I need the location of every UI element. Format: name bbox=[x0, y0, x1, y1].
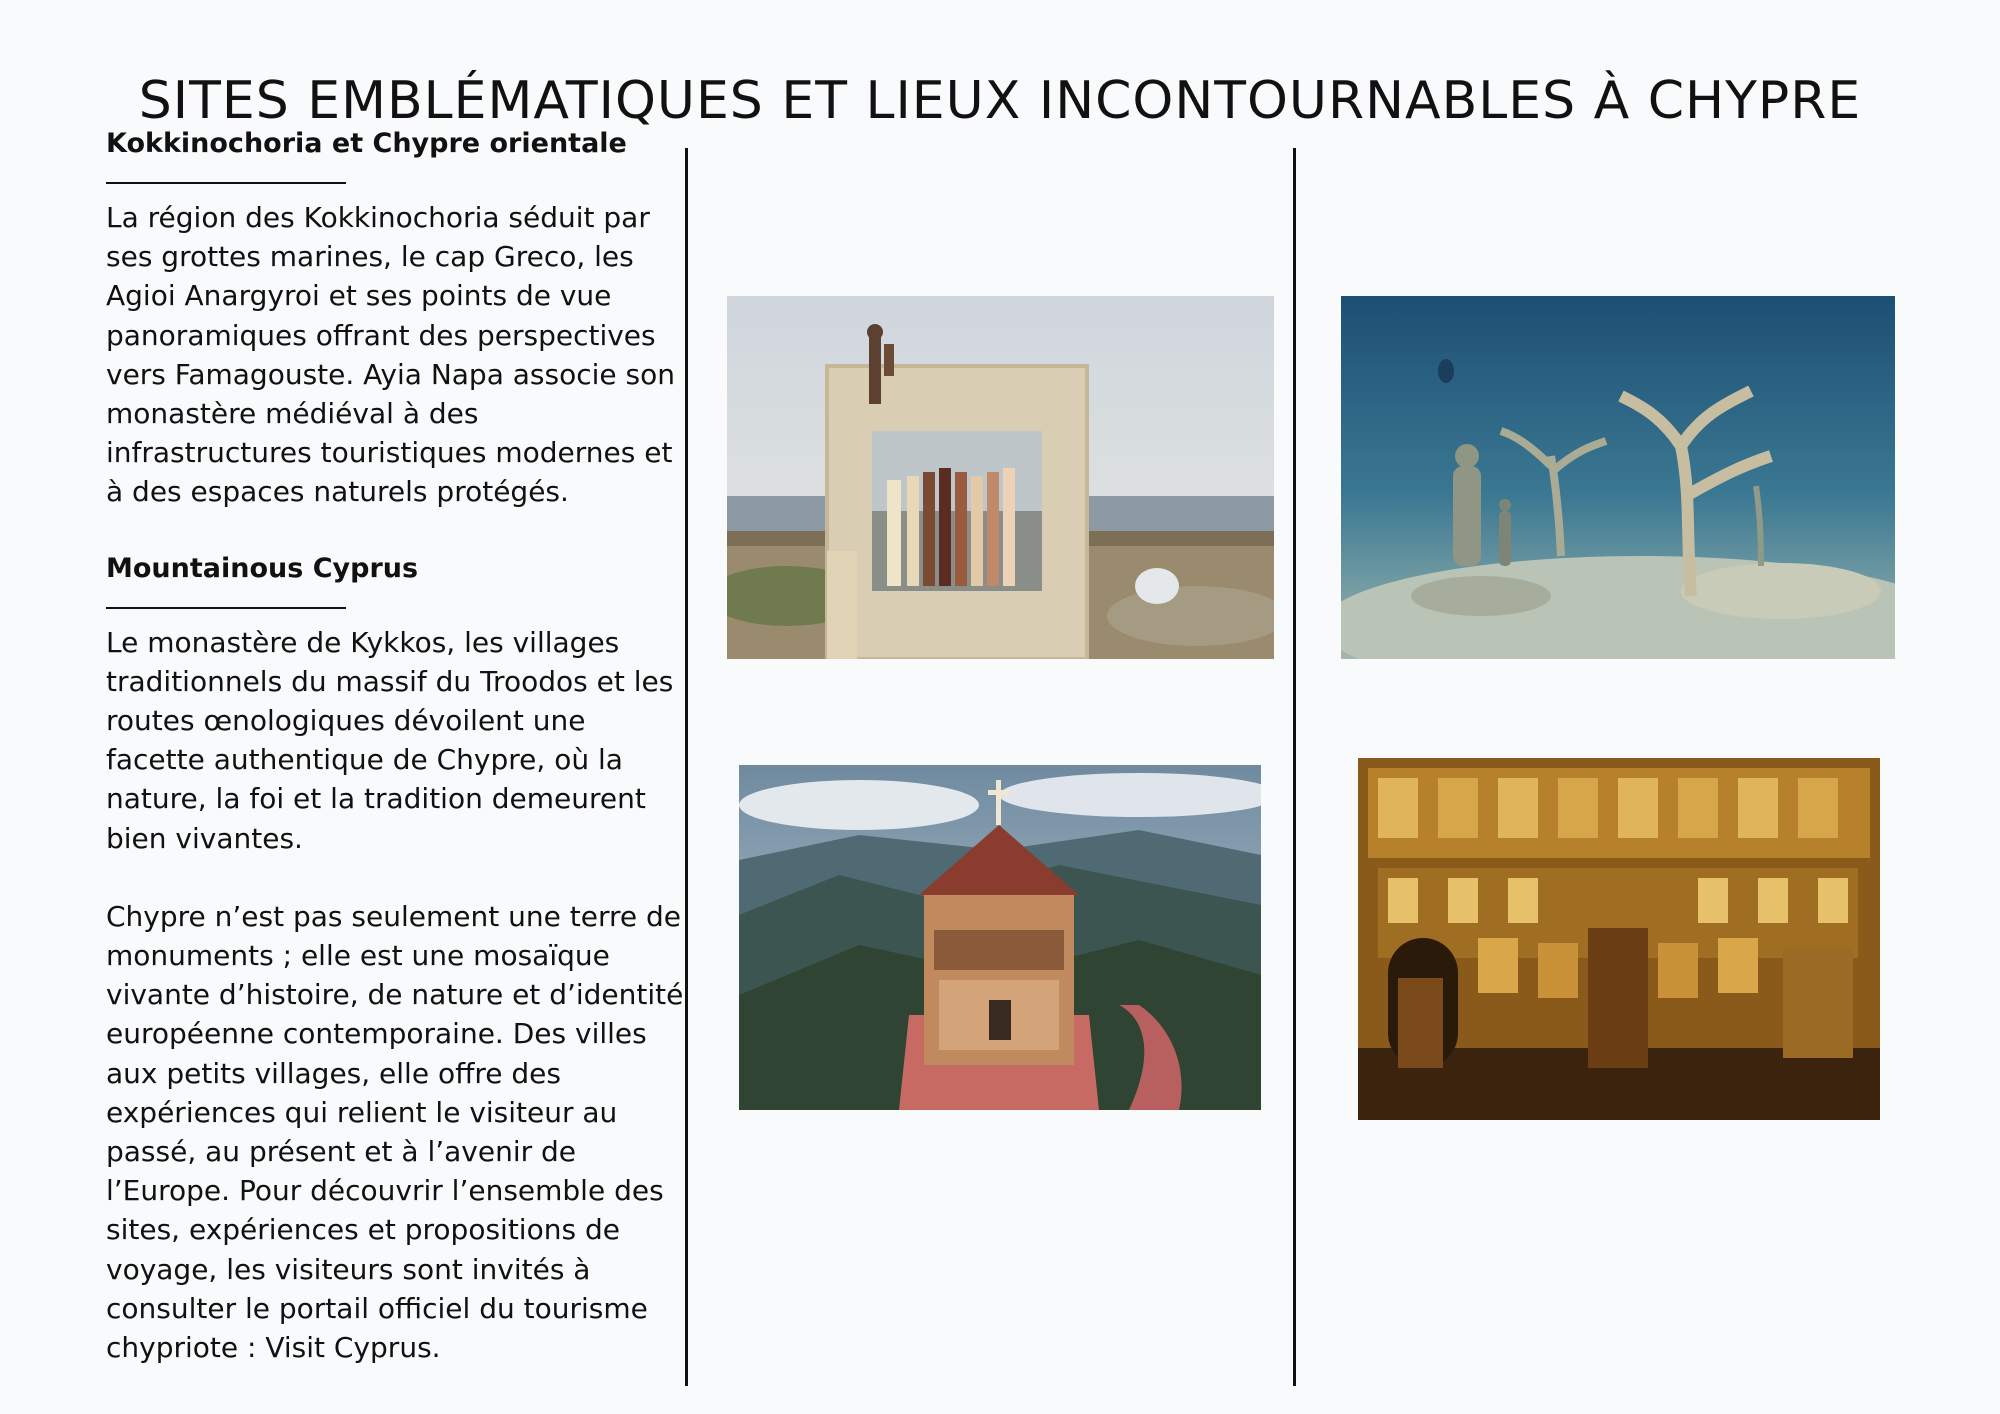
heading-underline bbox=[106, 607, 346, 609]
photo-sculpture-frame bbox=[727, 296, 1274, 659]
section-text-mountainous: Le monastère de Kykkos, les villages traditionnels du massif du Troodos et les routes œnologiques dévoilent une facette authentique de Chypre, où la nature, la foi et la tradition demeurent bien vivantes. bbox=[106, 625, 674, 855]
text-column bbox=[106, 126, 688, 1367]
conclusion-text: Chypre n’est pas seulement une terre de monuments ; elle est une mosaïque vivante d’histoire, de nature et d’identité européenne contemporaine. Des villes aux petits villages, elle offre des expériences qui relient le visiteur au passé, au présent et à l’avenir de l’Europe. Pour découvrir l’ensemble des sites, expériences et propositions de voyage, les visiteurs sont invités à consulter le portail officiel du tourisme chypriote : Visit Cyprus. bbox=[106, 899, 684, 1365]
column-divider-left bbox=[685, 148, 688, 1386]
section-text-kokkinochoria: La région des Kokkinochoria séduit par ses grottes marines, le cap Greco, les Agioi Anargyroi et ses points de vue panoramiques offrant des perspectives vers Famagouste. Ayia Napa associe son monastère médiéval à des infrastructures touristiques modernes et à des espaces naturels protégés. bbox=[106, 201, 675, 509]
photo-underwater-museum bbox=[1341, 296, 1895, 659]
photo-monastery-tower bbox=[739, 765, 1261, 1110]
photo-iconostasis bbox=[1358, 758, 1880, 1120]
section-heading-mountainous: Mountainous Cyprus bbox=[106, 552, 419, 584]
page-title: SITES EMBLÉMATIQUES ET LIEUX INCONTOURNABLES À CHYPRE bbox=[138, 70, 1862, 131]
column-divider-right bbox=[1293, 148, 1296, 1386]
section-heading-kokkinochoria: Kokkinochoria et Chypre orientale bbox=[106, 128, 627, 159]
heading-underline bbox=[106, 182, 346, 184]
